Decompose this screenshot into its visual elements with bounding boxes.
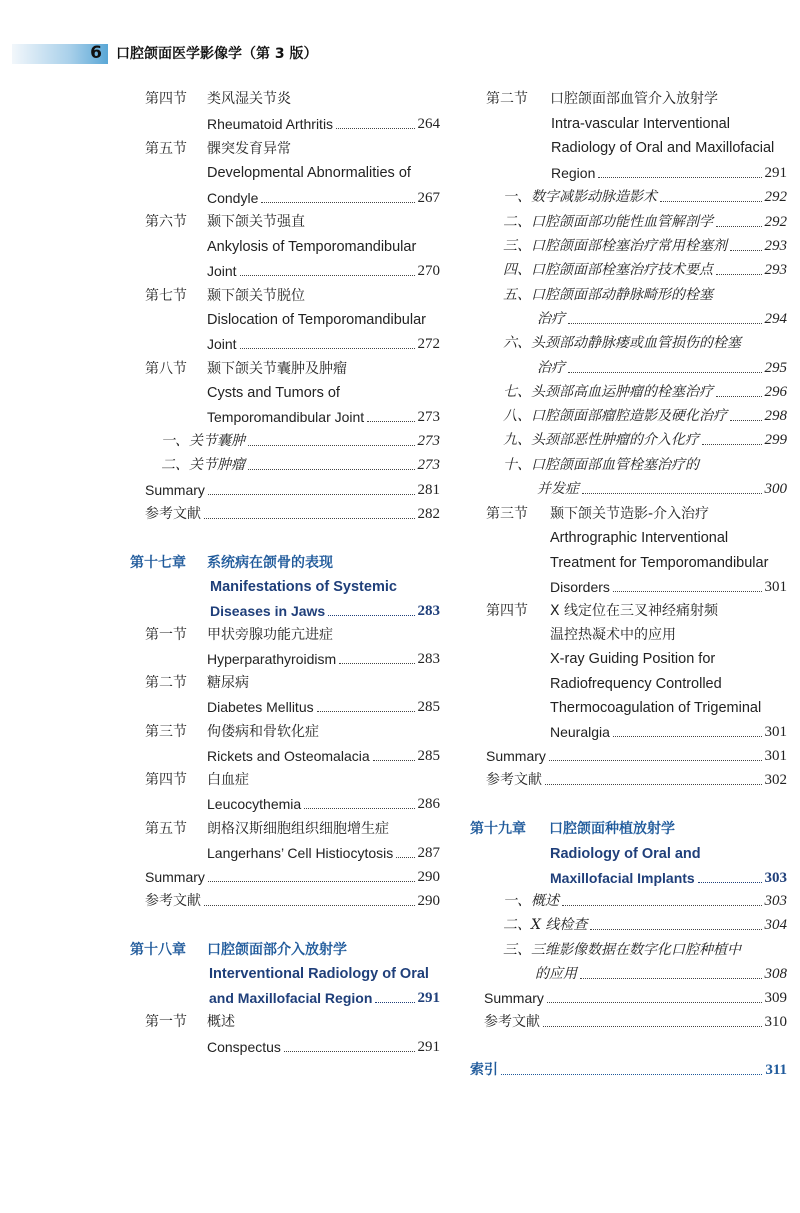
section-label: 第二节: [145, 675, 187, 691]
page-ref: 311: [765, 1062, 787, 1078]
entry-text: Arthrographic Interventional: [550, 530, 729, 546]
entry-text: Temporomandibular Joint: [207, 409, 365, 425]
entry-text: 六、头颈部动静脉瘘或血管损伤的栓塞: [503, 335, 741, 351]
section-label: 第四节: [145, 772, 187, 788]
entry-text: 三、三维影像数据在数字化口腔种植中: [503, 942, 741, 958]
toc-entry[interactable]: [207, 744, 440, 768]
leader-dots: [373, 759, 415, 761]
entry-text: 并发症: [537, 481, 579, 497]
leader-dots: [501, 1073, 762, 1075]
section-label: 第一节: [145, 1014, 187, 1030]
page-ref: 295: [764, 360, 787, 376]
toc-entry[interactable]: [503, 234, 787, 258]
entry-text: Disorders: [550, 579, 610, 595]
entry-text: Condyle: [207, 190, 259, 206]
entry-text: 治疗: [537, 360, 565, 376]
leader-dots: [545, 783, 762, 785]
toc-chapter-entry[interactable]: [209, 986, 440, 1010]
leader-dots: [204, 904, 415, 906]
entry-text: Joint: [207, 336, 237, 352]
page-ref: 293: [764, 238, 787, 254]
section-label: 第八节: [145, 361, 187, 377]
toc-entry[interactable]: [535, 962, 787, 986]
entry-text: 参考文献: [486, 772, 542, 788]
page-ref: 282: [417, 506, 440, 522]
entry-text: 四、口腔颌面部栓塞治疗技术要点: [503, 262, 713, 278]
entry-text: Region: [551, 165, 596, 181]
leader-dots: [613, 735, 762, 737]
toc-entry[interactable]: [207, 792, 440, 816]
page-ref: 309: [764, 990, 787, 1006]
toc-entry[interactable]: [503, 380, 787, 404]
leader-dots: [248, 444, 415, 446]
leader-dots: [543, 1025, 762, 1027]
toc-entry[interactable]: [550, 575, 787, 599]
entry-text: 治疗: [537, 311, 565, 327]
page-ref: 303: [764, 893, 787, 909]
entry-text: Cysts and Tumors of: [207, 385, 340, 401]
toc-entry[interactable]: [503, 404, 787, 428]
leader-dots: [580, 977, 762, 979]
section-title: 糖尿病: [207, 675, 249, 691]
entry-text: Ankylosis of Temporomandibular: [207, 239, 417, 255]
toc-entry[interactable]: [207, 332, 440, 356]
page-ref: 294: [764, 311, 787, 327]
toc-entry[interactable]: [145, 502, 440, 526]
leader-dots: [204, 517, 415, 519]
page-ref: 286: [417, 796, 440, 812]
entry-text: Summary: [484, 990, 544, 1006]
section-title: 口腔颌面部血管介入放射学: [550, 91, 718, 107]
page-ref: 273: [417, 409, 440, 425]
leader-dots: [590, 928, 761, 930]
section-title: 颞下颌关节强直: [207, 214, 305, 230]
entry-text: Developmental Abnormalities of: [207, 165, 411, 181]
page-ref: 292: [764, 214, 787, 230]
page-ref: 264: [417, 116, 440, 132]
page-ref: 273: [417, 433, 440, 449]
section-title: 髁突发育异常: [207, 141, 291, 157]
section-label: 第五节: [145, 821, 187, 837]
page-ref: 293: [764, 262, 787, 278]
entry-text: Thermocoagulation of Trigeminal: [550, 700, 762, 716]
toc-entry[interactable]: [503, 258, 787, 282]
toc-entry[interactable]: [537, 307, 787, 331]
leader-dots: [568, 371, 762, 373]
entry-text: 八、口腔颌面部瘤腔造影及硬化治疗: [503, 408, 727, 424]
entry-text: Conspectus: [207, 1039, 281, 1055]
entry-text: Rheumatoid Arthritis: [207, 116, 334, 132]
page-ref: 270: [417, 263, 440, 279]
leader-dots: [660, 200, 762, 202]
leader-dots: [328, 614, 414, 616]
page-ref: 290: [417, 893, 440, 909]
page-ref: 292: [764, 189, 787, 205]
page-ref: 290: [417, 869, 440, 885]
toc-entry[interactable]: [503, 889, 787, 913]
entry-text: Neuralgia: [550, 724, 610, 740]
section-title: X 线定位在三叉神经痛射频: [550, 603, 719, 619]
section-title: 甲状旁腺功能亢进症: [207, 627, 333, 643]
toc-entry[interactable]: [207, 186, 440, 210]
book-title: 口腔颌面医学影像学（第 3 版）: [116, 46, 318, 62]
leader-dots: [698, 881, 762, 883]
page-ref: 291: [417, 1039, 440, 1055]
toc-entry[interactable]: [484, 1010, 787, 1034]
toc-entry[interactable]: [486, 744, 787, 768]
entry-text: and Maxillofacial Region: [209, 990, 373, 1006]
page-ref: 291: [417, 990, 440, 1006]
entry-text: 七、头颈部高血运肿瘤的栓塞治疗: [503, 384, 713, 400]
toc-index-entry[interactable]: [470, 1058, 787, 1082]
page-ref: 291: [764, 165, 787, 181]
entry-text: Langerhans’ Cell Histiocytosis: [207, 845, 394, 861]
leader-dots: [547, 1001, 762, 1003]
leader-dots: [240, 274, 415, 276]
leader-dots: [208, 493, 415, 495]
toc-entry[interactable]: [503, 913, 787, 937]
toc-entry[interactable]: [503, 428, 787, 452]
entry-text: X-ray Guiding Position for: [550, 651, 716, 667]
page-ref: 304: [764, 917, 787, 933]
leader-dots: [582, 492, 762, 494]
section-label: 第二节: [486, 91, 528, 107]
leader-dots: [336, 127, 414, 129]
leader-dots: [613, 590, 762, 592]
page-ref: 298: [764, 408, 787, 424]
page-ref: 287: [417, 845, 440, 861]
entry-text: Summary: [486, 748, 546, 764]
chapter-title: 口腔颌面部介入放射学: [207, 942, 347, 958]
entry-text: 一、概述: [503, 893, 559, 909]
toc-entry[interactable]: [484, 986, 787, 1010]
leader-dots: [730, 419, 762, 421]
entry-text: Dislocation of Temporomandibular: [207, 312, 426, 328]
page-ref: 285: [417, 699, 440, 715]
toc-entry[interactable]: [537, 477, 787, 501]
leader-dots: [248, 468, 415, 470]
leader-dots: [716, 273, 762, 275]
entry-text: 二、口腔颌面部功能性血管解剖学: [503, 214, 713, 230]
entry-text: Joint: [207, 263, 237, 279]
page-ref: 310: [764, 1014, 787, 1030]
section-label: 第六节: [145, 214, 187, 230]
leader-dots: [261, 201, 414, 203]
page-ref: 273: [417, 457, 440, 473]
leader-dots: [284, 1050, 415, 1052]
section-label: 第三节: [486, 506, 528, 522]
page-ref: 302: [764, 772, 787, 788]
page-ref: 301: [764, 724, 787, 740]
entry-text: 的应用: [535, 966, 577, 982]
toc-entry[interactable]: [161, 453, 440, 477]
section-title: 类风湿关节炎: [207, 91, 291, 107]
leader-dots: [549, 759, 762, 761]
entry-text: Rickets and Osteomalacia: [207, 748, 370, 764]
section-title: 颞下颌关节造影-介入治疗: [550, 506, 710, 522]
entry-text: Summary: [145, 869, 205, 885]
leader-dots: [598, 176, 761, 178]
toc-entry[interactable]: [537, 356, 787, 380]
toc-entry[interactable]: [207, 695, 440, 719]
entry-text: 参考文献: [145, 506, 201, 522]
toc-entry[interactable]: [207, 841, 440, 865]
section-title: 温控热凝术中的应用: [550, 627, 676, 643]
entry-text: Leucocythemia: [207, 796, 302, 812]
page-ref: 301: [764, 748, 787, 764]
entry-text: 参考文献: [484, 1014, 540, 1030]
leader-dots: [568, 322, 762, 324]
toc-entry[interactable]: [207, 647, 440, 671]
toc-entry[interactable]: [503, 185, 787, 209]
chapter-title-en: Radiology of Oral and: [550, 846, 701, 862]
page-ref: 267: [417, 190, 440, 206]
page-number: 6: [90, 43, 102, 63]
chapter-label: 第十九章: [470, 821, 526, 837]
page-header: [0, 0, 800, 70]
leader-dots: [317, 710, 415, 712]
toc-chapter-entry[interactable]: [550, 866, 787, 890]
toc-chapter-entry[interactable]: [210, 599, 440, 623]
leader-dots: [304, 807, 414, 809]
leader-dots: [702, 443, 762, 445]
toc-entry[interactable]: [161, 429, 440, 453]
leader-dots: [716, 225, 762, 227]
section-title: 佝偻病和骨软化症: [207, 724, 319, 740]
entry-text: 九、头颈部恶性肿瘤的介入化疗: [503, 432, 699, 448]
entry-text: 二、关节肿瘤: [161, 457, 245, 473]
chapter-label: 第十八章: [130, 942, 186, 958]
page-ref: 272: [417, 336, 440, 352]
chapter-title-en: Manifestations of Systemic: [210, 579, 397, 595]
leader-dots: [730, 249, 762, 251]
leader-dots: [396, 856, 414, 858]
leader-dots: [562, 904, 762, 906]
section-label: 第四节: [486, 603, 528, 619]
entry-text: Radiofrequency Controlled: [550, 676, 722, 692]
page-ref: 308: [764, 966, 787, 982]
section-title: 朗格汉斯细胞组织细胞增生症: [207, 821, 389, 837]
leader-dots: [208, 880, 415, 882]
page-ref: 283: [417, 651, 440, 667]
section-label: 第五节: [145, 141, 187, 157]
entry-text: 三、口腔颌面部栓塞治疗常用栓塞剂: [503, 238, 727, 254]
toc-entry[interactable]: [207, 1035, 440, 1059]
toc-entry[interactable]: [503, 210, 787, 234]
page-ref: 296: [764, 384, 787, 400]
entry-text: Hyperparathyroidism: [207, 651, 337, 667]
section-title: 颞下颌关节囊肿及肿瘤: [207, 361, 347, 377]
chapter-title: 口腔颌面种植放射学: [549, 821, 675, 837]
entry-text: 十、口腔颌面部血管栓塞治疗的: [503, 457, 699, 473]
page-ref: 303: [764, 870, 787, 886]
toc-entry[interactable]: [207, 112, 440, 136]
section-title: 白血症: [207, 772, 249, 788]
toc-entry[interactable]: [207, 259, 440, 283]
chapter-label: 第十七章: [130, 555, 186, 571]
section-title: 概述: [207, 1014, 235, 1030]
section-label: 第一节: [145, 627, 187, 643]
page-ref: 285: [417, 748, 440, 764]
toc-entry[interactable]: [145, 889, 440, 913]
leader-dots: [375, 1001, 414, 1003]
entry-text: 五、口腔颌面部动静脉畸形的栓塞: [503, 287, 713, 303]
toc-entry[interactable]: [550, 720, 787, 744]
leader-dots: [367, 420, 414, 422]
page-ref: 283: [417, 603, 440, 619]
entry-text: Radiology of Oral and Maxillofacial: [551, 140, 775, 156]
leader-dots: [716, 395, 762, 397]
toc-entry[interactable]: [551, 161, 787, 185]
entry-text: Diseases in Jaws: [210, 603, 326, 619]
section-label: 第三节: [145, 724, 187, 740]
leader-dots: [240, 347, 415, 349]
chapter-title: 系统病在颌骨的表现: [207, 555, 333, 571]
toc-entry[interactable]: [145, 478, 440, 502]
toc-entry[interactable]: [207, 405, 440, 429]
entry-text: 索引: [470, 1062, 498, 1078]
toc-entry[interactable]: [486, 768, 787, 792]
entry-text: 一、关节囊肿: [161, 433, 245, 449]
page-ref: 301: [764, 579, 787, 595]
leader-dots: [339, 662, 414, 664]
chapter-title-en: Interventional Radiology of Oral: [209, 966, 429, 982]
page-ref: 300: [764, 481, 787, 497]
entry-text: Summary: [145, 482, 205, 498]
entry-text: 参考文献: [145, 893, 201, 909]
section-label: 第七节: [145, 288, 187, 304]
page-ref: 281: [417, 482, 440, 498]
entry-text: 二、X 线检查: [503, 917, 588, 933]
entry-text: Treatment for Temporomandibular: [550, 555, 769, 571]
entry-text: Maxillofacial Implants: [550, 870, 695, 886]
entry-text: Intra-vascular Interventional: [551, 116, 730, 132]
section-title: 颞下颌关节脱位: [207, 288, 305, 304]
toc-entry[interactable]: [145, 865, 440, 889]
section-label: 第四节: [145, 91, 187, 107]
entry-text: 一、数字减影动脉造影术: [503, 189, 657, 205]
entry-text: Diabetes Mellitus: [207, 699, 314, 715]
page-ref: 299: [764, 432, 787, 448]
